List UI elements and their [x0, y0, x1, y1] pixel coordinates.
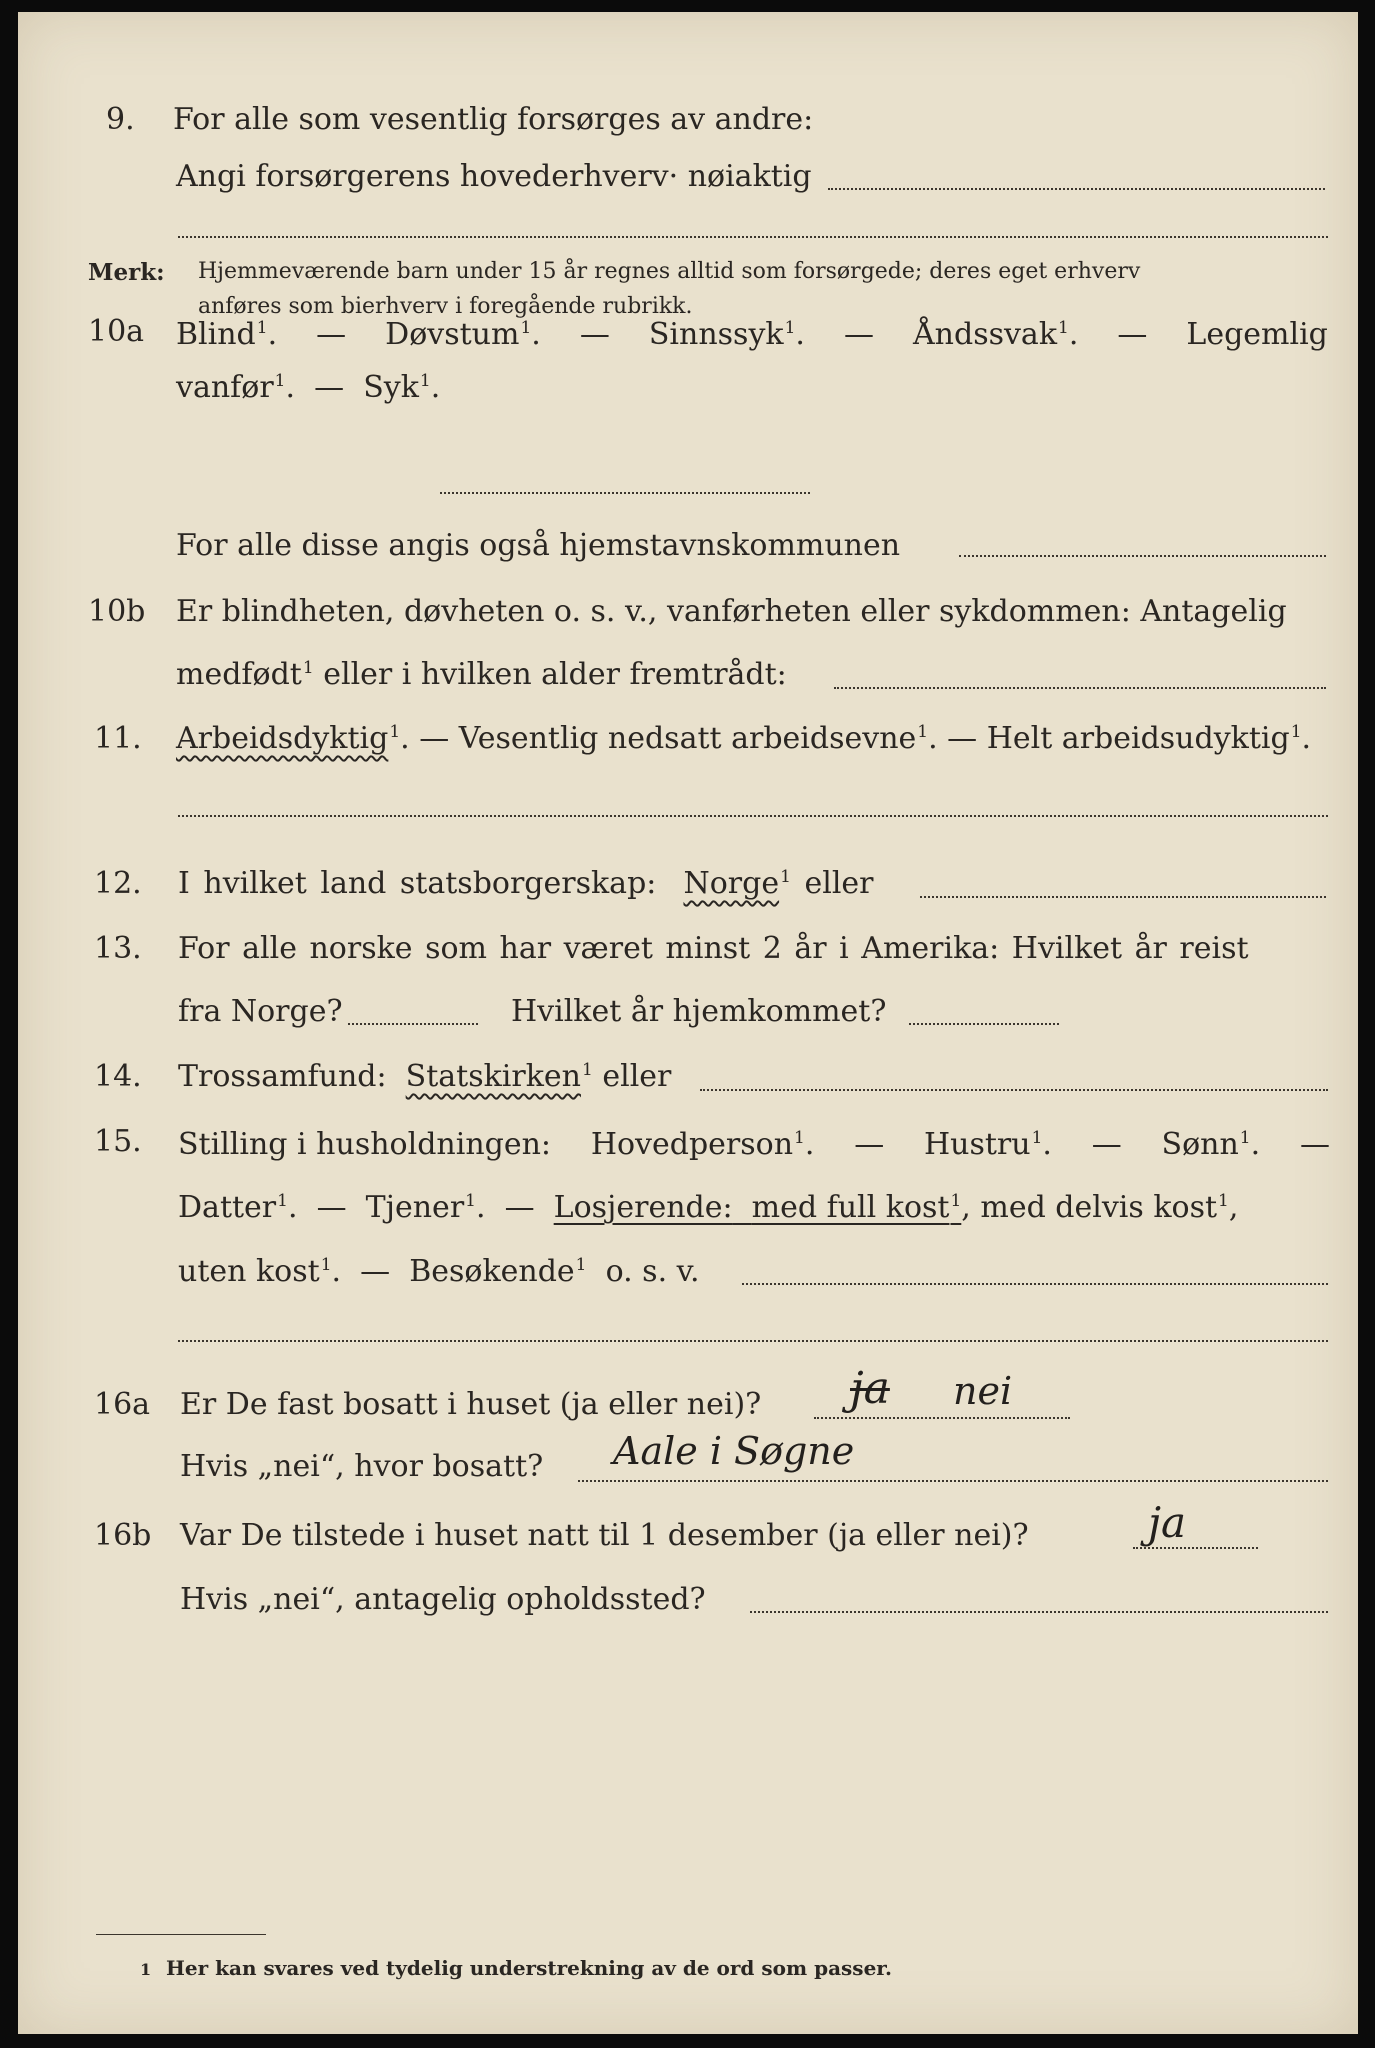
q10a-line3: For alle disse angis også hjemstavnskommunen	[176, 528, 901, 563]
q16b-number: 16b	[94, 1518, 152, 1553]
q14-answer-line	[700, 1089, 1328, 1091]
q16a-answer-handwritten: nei	[953, 1369, 1013, 1413]
q10a-legemlig: Legemlig	[1186, 317, 1328, 352]
dash: —	[579, 317, 610, 352]
footnote-rule	[96, 1934, 266, 1935]
q16a-line2: Hvis „nei“, hvor bosatt?	[180, 1449, 544, 1484]
q10a-blind: Blind$^1$.	[176, 317, 278, 352]
q10a-line2: vanfør$^1$. — Syk$^1$.	[176, 370, 441, 405]
dash: —	[316, 317, 347, 352]
q12-number: 12.	[94, 866, 142, 901]
q15-line2: Datter$^1$. — Tjener$^1$. — Losjerende: med full kost$^1$, med delvis kost$^1$,	[178, 1190, 1239, 1225]
q15-answer-line-2	[178, 1340, 1328, 1342]
dash: —	[843, 317, 874, 352]
q16b-opholdssted-line	[750, 1611, 1328, 1613]
q10b-number: 10b	[88, 594, 146, 629]
q14-line: Trossamfund: Statskirken$^1$ eller	[178, 1059, 672, 1094]
q16a-bosatt-handwritten: Aale i Søgne	[613, 1429, 855, 1473]
q13-reist-line	[348, 1023, 478, 1025]
q12-norge-underlined: Norge	[683, 866, 780, 901]
dash: —	[854, 1127, 885, 1162]
q10b-line2: medfødt$^1$ eller i hvilken alder fremtrådt:	[176, 657, 787, 692]
q14-number: 14.	[94, 1059, 142, 1094]
q10a-number: 10a	[88, 314, 145, 349]
q12-answer-line	[920, 896, 1326, 898]
q16b-answer-handwritten: ja	[1148, 1498, 1187, 1547]
footnote-text: Her kan svares ved tydelig understrekning av de ord som passer.	[166, 1956, 892, 1980]
q13-number: 13.	[94, 931, 142, 966]
dash: —	[1299, 1127, 1330, 1162]
q15-number: 15.	[94, 1124, 142, 1159]
dash: —	[1117, 317, 1148, 352]
q15-line1	[178, 1127, 1330, 1162]
q16a-answer-struck: ja	[850, 1363, 890, 1414]
q13-line1: For alle norske som har været minst 2 år i Amerika: Hvilket år reist	[178, 931, 1249, 966]
q15-hovedperson: Hovedperson$^1$.	[590, 1127, 815, 1162]
q16b-answer-line	[1133, 1547, 1258, 1549]
q11-number: 11.	[94, 721, 142, 756]
q11-arbeidsdyktig-underlined: Arbeidsdyktig	[176, 721, 389, 756]
q15-line3: uten kost$^1$. — Besøkende$^1$ o. s. v.	[178, 1254, 700, 1289]
q14-statskirken-underlined: Statskirken	[405, 1059, 581, 1094]
q10a-options	[176, 317, 1328, 352]
q9-answer-line	[828, 188, 1325, 190]
q9-answer-line-2	[178, 236, 1328, 238]
q13-hjemkommet-line	[909, 1023, 1059, 1025]
q10b-answer-line	[834, 687, 1326, 689]
q13-line2b: Hvilket år hjemkommet?	[511, 994, 887, 1029]
q15-hustru: Hustru$^1$.	[923, 1127, 1052, 1162]
q16a-answer-line	[814, 1417, 1070, 1419]
q15-label: Stilling i husholdningen:	[178, 1127, 552, 1162]
q16b-line1: Var De tilstede i huset natt til 1 desember (ja eller nei)?	[180, 1518, 1029, 1553]
q16a-bosatt-line	[578, 1480, 1328, 1482]
q9-line2: Angi forsørgerens hovederhverv· nøiaktig	[176, 159, 812, 194]
merk-line2: anføres som bierhverv i foregående rubrikk.	[198, 294, 693, 319]
q16a-line1: Er De fast bosatt i huset (ja eller nei)?	[180, 1387, 762, 1422]
q12-line: I hvilket land statsborgerskap: Norge$^1$ eller	[178, 866, 874, 901]
q10a-sinnssyk: Sinnssyk$^1$.	[648, 317, 805, 352]
dash: —	[1091, 1127, 1122, 1162]
q10a-dovstum: Døvstum$^1$.	[385, 317, 541, 352]
q10a-andssvak: Åndssvak$^1$.	[913, 317, 1079, 352]
q10b-line1: Er blindheten, døvheten o. s. v., vanførheten eller sykdommen: Antagelig	[176, 594, 1287, 629]
merk-label: Merk:	[88, 259, 165, 286]
q15-losjerende-underlined: Losjerende: med full kost$^1$	[553, 1190, 962, 1225]
q9-number: 9.	[106, 102, 135, 137]
q10a-kommune-line	[959, 555, 1326, 557]
census-form-page	[18, 12, 1358, 2034]
q13-line2a: fra Norge?	[178, 994, 343, 1029]
q11-options: Arbeidsdyktig$^1$. — Vesentlig nedsatt arbeidsevne$^1$. — Helt arbeidsudyktig$^1$.	[176, 721, 1312, 756]
q9-line1: For alle som vesentlig forsørges av andre:	[173, 102, 814, 137]
q10a-syk-line	[440, 492, 810, 494]
q15-answer-line	[742, 1283, 1328, 1285]
q16b-line2: Hvis „nei“, antagelig opholdssted?	[180, 1582, 706, 1617]
q15-sonn: Sønn$^1$.	[1161, 1127, 1261, 1162]
footnote-mark: 1	[140, 1960, 152, 1979]
q16a-number: 16a	[94, 1387, 151, 1422]
q11-answer-line	[178, 815, 1328, 817]
merk-line1: Hjemmeværende barn under 15 år regnes alltid som forsørgede; deres eget erhverv	[198, 259, 1141, 284]
